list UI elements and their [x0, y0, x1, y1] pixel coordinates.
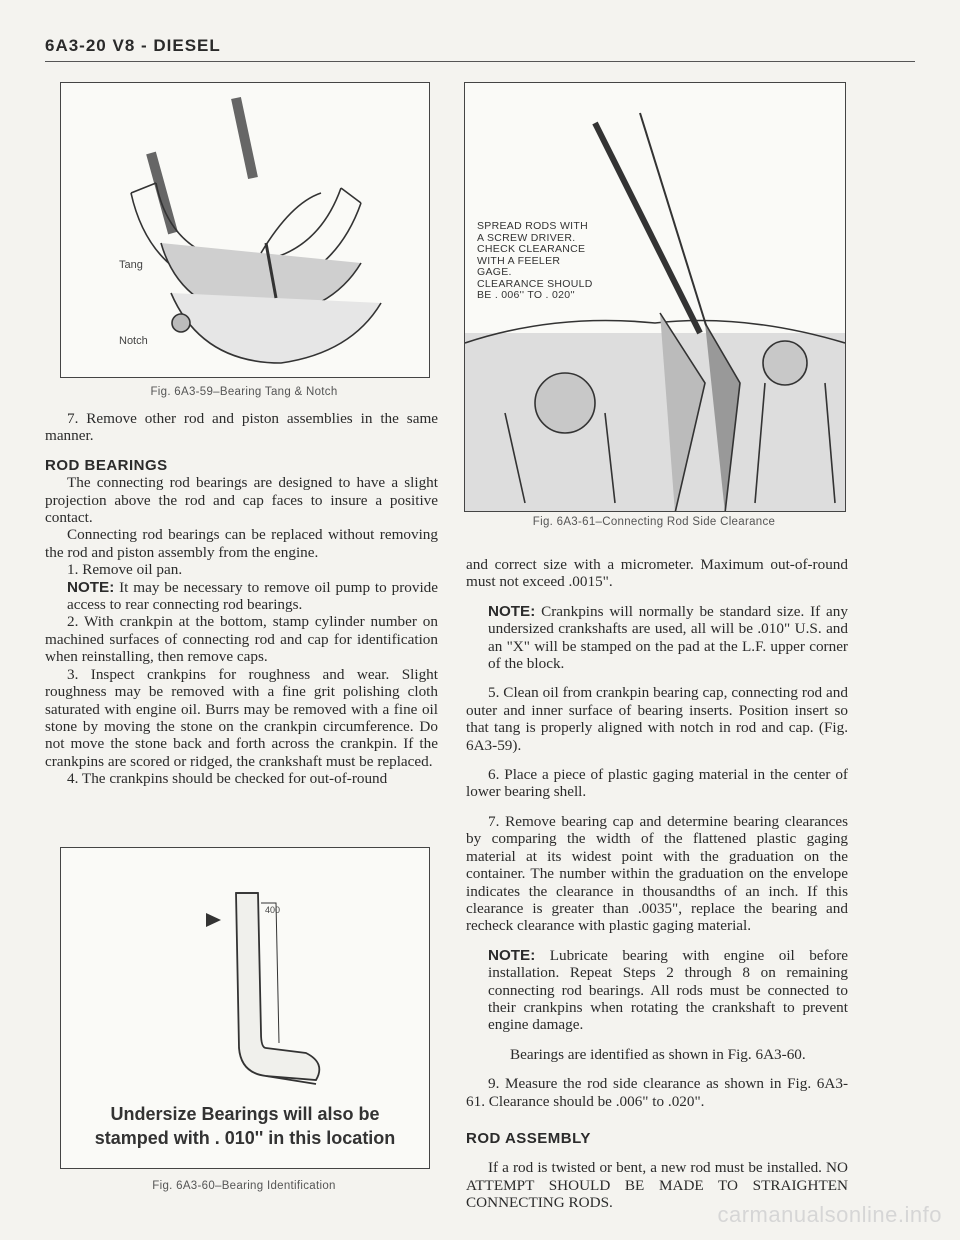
paragraph-replaced: Connecting rod bearings can be replaced without removing the rod and piston assembly from the engine. [45, 526, 438, 561]
callout-line: BE . 006'' TO . 020'' [477, 289, 575, 301]
note-3 [466, 947, 848, 1034]
heading-rod-assembly: ROD ASSEMBLY [466, 1129, 591, 1147]
figure-caption-59: Fig. 6A3-59–Bearing Tang & Notch [150, 386, 338, 398]
heading-rod-bearings: ROD BEARINGS [45, 456, 168, 474]
note-text: Lubricate bearing with engine oil before installation. Repeat Steps 2 through 8 on remaining connecting rod bearings. All rods must be connected to their crankpins when rotating the crankshaft to prevent engine damage. [488, 946, 848, 1034]
callout-line: CHECK CLEARANCE [477, 243, 586, 255]
callout-line: GAGE. [477, 266, 512, 278]
figure-caption-61: Fig. 6A3-61–Connecting Rod Side Clearance [532, 516, 776, 528]
figure-bearing-identification [60, 847, 430, 1169]
note-label: NOTE: [488, 602, 536, 620]
bearing-illustration [61, 83, 429, 377]
paragraph-continued: and correct size with a micrometer. Maximum out-of-round must not exceed .0015". [466, 556, 848, 591]
paragraph-identified: Bearings are identified as shown in Fig. 6A3-60. [510, 1045, 806, 1063]
page-header: 6A3-20 V8 - DIESEL [45, 36, 221, 55]
step-9: 9. Measure the rod side clearance as shown in Fig. 6A3-61. Clearance should be .006" to .020". [466, 1075, 848, 1110]
step-5: 5. Clean oil from crankpin bearing cap, connecting rod and outer and inner surface of bearing inserts. Position insert so that tang is properly aligned with notch in rod and cap. (Fig. 6A3-59). [466, 684, 848, 754]
tang-label: Tang [119, 259, 143, 271]
paragraph-remove-other: 7. Remove other rod and piston assemblies in the same manner. [45, 410, 438, 445]
notch-label: Notch [119, 335, 148, 347]
watermark: carmanualsonline.info [717, 1202, 942, 1227]
step-3: 3. Inspect crankpins for roughness and wear. Slight roughness may be removed with a fine grit polishing cloth saturated with engine oil. Burrs may be removed with a fine oil stone by moving the stone on the crankpin circumference. Do not move the stone back and forth across the crankpin. If the crankpins are scored or ridged, the crankshaft must be replaced. [45, 665, 438, 770]
note-label: NOTE: [488, 946, 536, 964]
callout-line: A SCREW DRIVER. [477, 231, 576, 244]
pointer-arrow-icon [206, 913, 221, 927]
note-1 [45, 579, 438, 614]
paragraph-designed: The connecting rod bearings are designed to have a slight projection above the rod and cap faces to insure a positive contact. [45, 474, 438, 527]
step-4: 4. The crankpins should be checked for out-of-round [67, 770, 388, 788]
callout-line: CLEARANCE SHOULD [477, 277, 593, 290]
figure-connecting-rod-clearance [464, 82, 846, 512]
paragraph-twisted: If a rod is twisted or bent, a new rod must be installed. NO ATTEMPT SHOULD BE MADE TO STRAIGHTEN CONNECTING RODS. [466, 1159, 848, 1212]
step-6: 6. Place a piece of plastic gaging material in the center of lower bearing shell. [466, 766, 848, 801]
figure-bearing-tang-notch [60, 82, 430, 378]
step-1: 1. Remove oil pan. [67, 561, 183, 579]
callout-line: WITH A FEELER [477, 254, 561, 267]
note-label: NOTE: [67, 578, 115, 596]
note-text: Crankpins will normally be standard size. If any undersized crankshafts are used, all will be .010" U.S. and an "X" will be stamped on the pad at the L.F. upper corner of the block. [488, 602, 848, 673]
stamp-label: 400 [265, 905, 281, 915]
right-column [466, 556, 848, 1212]
left-column [45, 410, 438, 788]
figure-caption-60: Fig. 6A3-60–Bearing Identification [152, 1180, 336, 1192]
note-2 [466, 603, 848, 673]
step-2: 2. With crankpin at the bottom, stamp cylinder number on machined surfaces of connecting rod and cap for identification when reinstalling, then remove caps. [45, 613, 438, 666]
undersize-note-line2: stamped with . 010'' in this location [94, 1128, 396, 1148]
note-text: It may be necessary to remove oil pump to provide access to rear connecting rod bearings. [67, 578, 438, 614]
step-7: 7. Remove bearing cap and determine bearing clearances by comparing the width of the flattened plastic gaging material at its widest point with the graduation on the container. The number within the graduation on the envelope indicates the clearance in thousandths of an inch. If this clearance is greater than .0035", replace the bearing and recheck clearance with plastic gaging material. [466, 812, 848, 935]
undersize-note-line1: Undersize Bearings will also be [110, 1104, 380, 1124]
header-rule [45, 61, 915, 62]
callout-line: SPREAD RODS WITH [477, 220, 588, 232]
clearance-callout [477, 221, 593, 302]
